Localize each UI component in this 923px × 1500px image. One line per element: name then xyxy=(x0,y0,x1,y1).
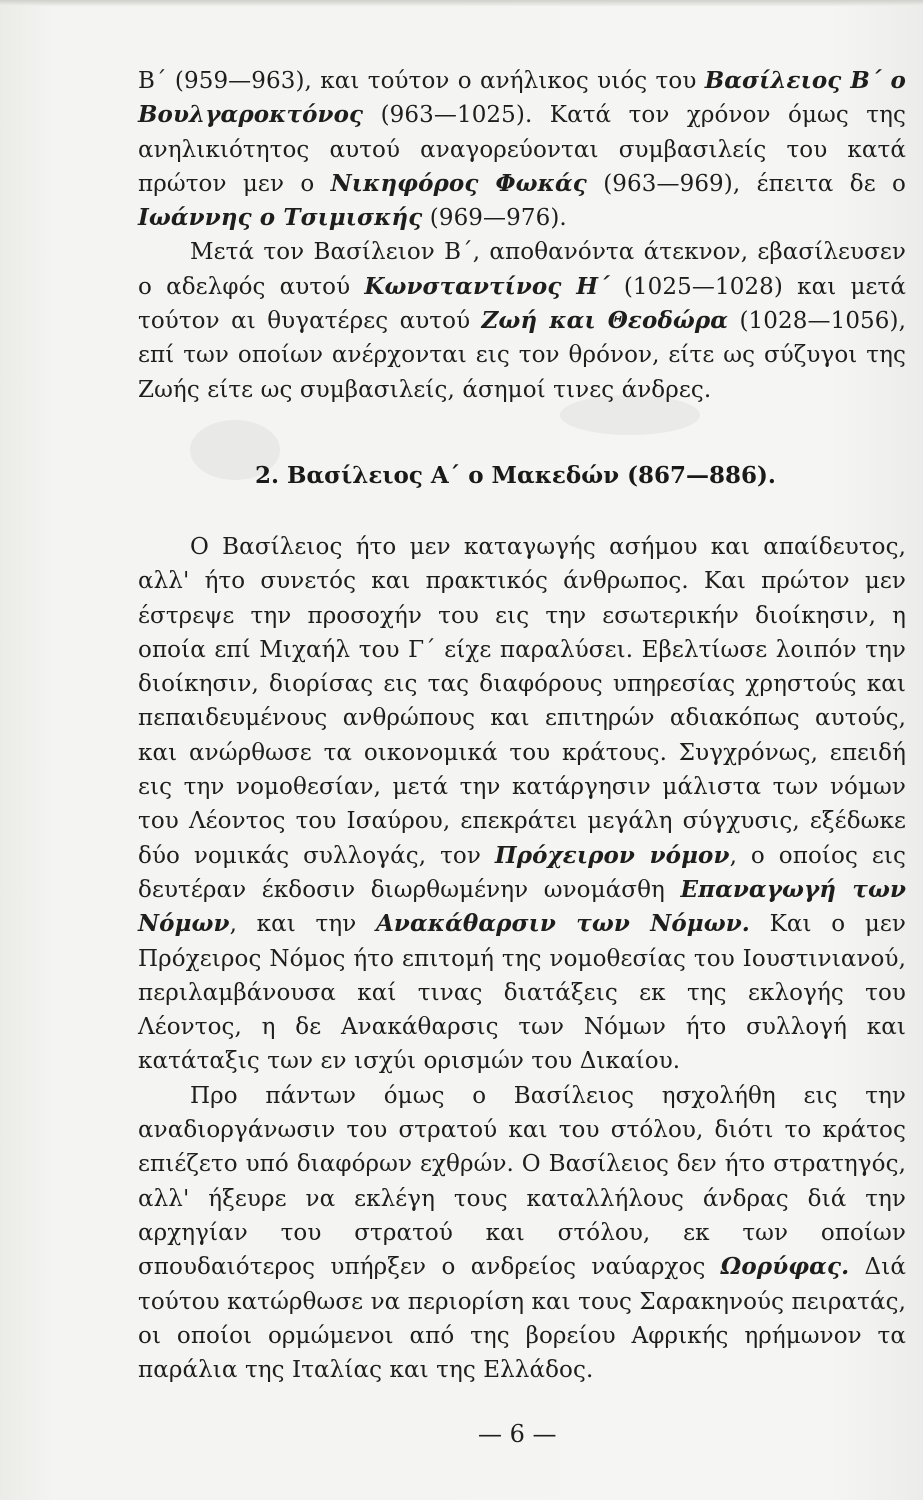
text-run: Και ο μεν Πρόχειρος Νόμος ήτο επιτομή της νομοθεσίας του Ιουστινιανού, περιλαμβάνουσα καί τινας διατάξεις εκ της εκλογής του Λέοντος, η δε Ανακάθαρσις των Νόμων ήτο συλλογή και κατάταξις των εν ισχύι ορισμών του Δικαίου. xyxy=(138,911,907,1075)
text-run: Β΄ (959—963), και τούτον ο ανήλικος υιός του xyxy=(138,68,705,94)
law-title: Ανακάθαρσιν των Νόμων. xyxy=(375,910,750,938)
text-run: Ο Βασίλειος ήτο μεν καταγωγής ασήμου και απαίδευτος, αλλ' ήτο συνετός και πρακτικός άνθρωπος. Και πρώτον μεν έστρεψε την προσοχήν του εις την εσωτερικήν διοίκησιν, η οποία επί Μιχαήλ του Γ΄ είχε παραλύσει. Εβελτίωσε λοιπόν την διοίκησιν, διορίσας εις τας διαφόρους υπηρεσίας χρηστούς και πεπαιδευμένους ανθρώπους και επιτηρών αδιακόπως αυτούς, και ανώρθωσε τα οικονομικά του κράτους. Συγχρόνως, επειδή εις την νομοθεσίαν, μετά την κατάργησιν μάλιστα των νόμων του Λέοντος του Ισαύρου, επεκράτει μεγάλη σύγχυσις, εξέδωκε δύο νομικάς συλλογάς, τον xyxy=(138,534,906,869)
text-run: (1025—1028) και μετά τούτον αι θυγατέρες αυτού xyxy=(138,273,907,335)
text-run: Διά τούτου κατώρθωσε να περιορίση και τους Σαρακηνούς πειρατάς, οι οποίοι ορμώμενοι από της βορείου Αφρικής ηρήμωνον τα παράλια της Ιταλίας και της Ελλάδος. xyxy=(138,1254,906,1384)
intro-text xyxy=(138,64,906,407)
paragraph-4 xyxy=(138,1079,906,1388)
text-run: (969—976). xyxy=(422,205,567,232)
text-run: (963—1025). Κατά τον χρόνον όμως της ανηλικιότητος αυτού αναγορεύονται συμβασιλείς του κατά πρώτον μεν ο xyxy=(138,102,906,197)
paragraph-1 xyxy=(138,64,906,235)
section-heading xyxy=(255,462,776,489)
emperor-name: Ιωάννης ο Τσιμισκής xyxy=(138,204,423,232)
page-number: — 6 — xyxy=(478,1420,557,1448)
section-dates: (867—886). xyxy=(627,462,776,489)
text-run: (963—969), έπειτα δε ο xyxy=(586,170,907,197)
law-title: Πρόχειρον νόμον xyxy=(494,841,730,869)
section-body xyxy=(138,530,906,1387)
emperor-name: Νικηφόρος Φωκάς xyxy=(330,169,587,197)
emperor-name: Βασίλειος Β΄ ο Βουλγαροκτόνος xyxy=(138,67,906,129)
text-run: Μετά τον Βασίλειον Β΄, αποθανόντα άτεκνον, εβασίλευσεν ο αδελφός αυτού xyxy=(138,239,906,300)
paragraph-3 xyxy=(138,530,906,1079)
paragraph-2 xyxy=(138,235,906,406)
text-run: , και την xyxy=(229,911,376,938)
text-run: (1028—1056), επί των οποίων ανέρχονται εις τον θρόνον, είτε ως σύζυγοι της Ζωής είτε ως συμβασιλείς, άσημοί τινες άνδρες. xyxy=(138,308,907,403)
emperor-name: Κωνσταντίνος Η΄ xyxy=(364,272,610,300)
admiral-name: Ωορύφας. xyxy=(720,1253,850,1281)
text-run: Προ πάντων όμως ο Βασίλειος ησχολήθη εις την αναδιοργάνωσιν του στρατού και του στόλου, διότι το κράτος επιέζετο υπό διαφόρων εχθρών. Ο Βασίλειος δεν ήτο στρατηγός, αλλ' ήξευρε να εκλέγη τους καταλλήλους άνδρας διά την αρχηγίαν του στρατού και στόλου, εκ των οποίων σπουδαιότερος υπήρξεν ο ανδρείος ναύαρχος xyxy=(138,1082,906,1281)
law-title: Επαναγωγή των Νόμων xyxy=(138,875,907,938)
text-run: , ο οποίος εις δευτέραν έκδοσιν διωρθωμένην ωνομάσθη xyxy=(138,842,906,903)
section-title: 2. Βασίλειος Α΄ ο Μακεδών xyxy=(255,462,620,489)
page-top-edge xyxy=(0,0,923,6)
empress-names: Ζωή και Θεοδώρα xyxy=(481,307,729,335)
